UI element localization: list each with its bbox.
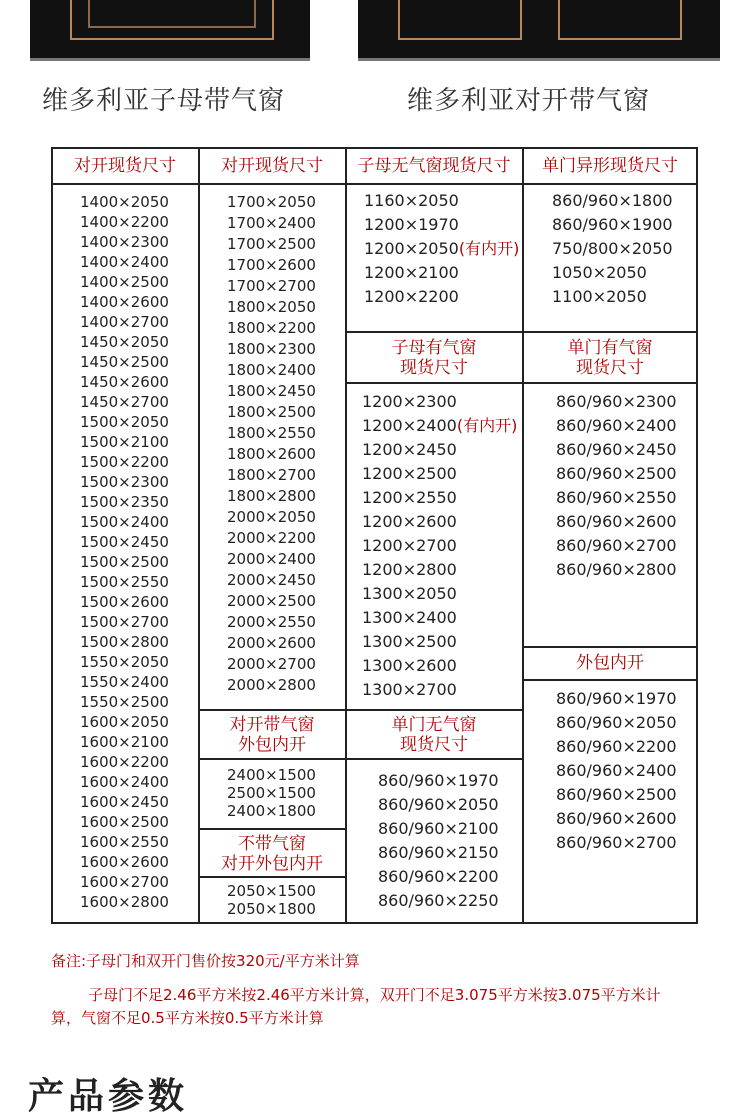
size-row: 1400×2600 [80, 293, 169, 311]
size-value: 1200×1970 [364, 215, 459, 234]
size-row: 2050×1800 [227, 900, 316, 918]
size-row: 1600×2050 [80, 713, 169, 731]
size-row: 1500×2800 [80, 633, 169, 651]
col3-sub2-header: 单门无气窗 现货尺寸 [391, 715, 477, 755]
size-row [364, 285, 519, 309]
size-row: 1400×2400 [80, 253, 169, 271]
col2-sub1-header: 对开带气窗 外包内开 [229, 715, 315, 755]
size-row: 1500×2200 [80, 453, 169, 471]
size-value: 1300×2050 [362, 584, 457, 603]
size-row [362, 414, 517, 438]
size-row: 1600×2100 [80, 733, 169, 751]
size-row: 1800×2700 [227, 466, 316, 484]
size-value: 1200×2500 [362, 464, 457, 483]
size-row [362, 606, 517, 630]
size-row: 1400×2500 [80, 273, 169, 291]
size-value: 1160×2050 [364, 191, 459, 210]
size-row: 2000×2550 [227, 613, 316, 631]
size-row: 1600×2700 [80, 873, 169, 891]
size-row [362, 486, 517, 510]
size-row: 1800×2550 [227, 424, 316, 442]
size-row: 2000×2700 [227, 655, 316, 673]
size-row: 1800×2300 [227, 340, 316, 358]
size-row: 1500×2450 [80, 533, 169, 551]
size-row: 1400×2050 [80, 193, 169, 211]
size-row: 1800×2800 [227, 487, 316, 505]
size-row: 2000×2400 [227, 550, 316, 568]
inner-open-note: (有内开) [458, 239, 520, 258]
size-row: 2000×2500 [227, 592, 316, 610]
size-row: 860/960×2600 [556, 809, 677, 828]
col4-size-list [552, 189, 673, 309]
size-row: 1400×2300 [80, 233, 169, 251]
size-row [364, 237, 519, 261]
size-row: 1450×2500 [80, 353, 169, 371]
size-value: 1200×2200 [364, 287, 459, 306]
size-row: 1800×2600 [227, 445, 316, 463]
size-row: 1600×2600 [80, 853, 169, 871]
size-row: 2000×2050 [227, 508, 316, 526]
size-row: 860/960×2500 [556, 464, 677, 483]
size-row: 860/960×1800 [552, 191, 673, 210]
size-row: 860/960×2700 [556, 536, 677, 555]
size-row: 2000×2800 [227, 676, 316, 694]
size-row: 1800×2450 [227, 382, 316, 400]
size-row [362, 630, 517, 654]
col4-header: 单门异形现货尺寸 [542, 156, 678, 176]
size-value: 1200×2400 [362, 416, 457, 435]
size-value: 1300×2700 [362, 680, 457, 699]
size-row: 1500×2500 [80, 553, 169, 571]
product-title-right: 维多利亚对开带气窗 [407, 86, 651, 116]
size-value: 1200×2450 [362, 440, 457, 459]
size-row: 1550×2500 [80, 693, 169, 711]
col2-sub2-header: 不带气窗 对开外包内开 [221, 834, 323, 874]
size-row [362, 390, 517, 414]
col3-sub1-size-list [362, 390, 517, 702]
size-row: 1600×2200 [80, 753, 169, 771]
size-row [362, 654, 517, 678]
product-title-left: 维多利亚子母带气窗 [42, 86, 286, 116]
size-row: 860/960×2550 [556, 488, 677, 507]
size-row: 1400×2700 [80, 313, 169, 331]
size-row [364, 213, 519, 237]
size-row: 2400×1800 [227, 802, 316, 820]
size-row [364, 189, 519, 213]
size-row [362, 462, 517, 486]
door-image-right [358, 0, 720, 61]
size-row: 1450×2050 [80, 333, 169, 351]
size-value: 1200×2700 [362, 536, 457, 555]
size-row: 860/960×1970 [556, 689, 677, 708]
size-row: 1600×2500 [80, 813, 169, 831]
size-row: 1450×2700 [80, 393, 169, 411]
col3-header: 子母无气窗现货尺寸 [357, 156, 511, 176]
col4-sub2-size-list [556, 687, 677, 855]
size-row: 1500×2600 [80, 593, 169, 611]
col3-sub2-size-list [378, 769, 499, 913]
size-row: 860/960×2400 [556, 761, 677, 780]
size-row: 860/960×2100 [378, 819, 499, 838]
size-row: 1450×2600 [80, 373, 169, 391]
size-row: 1550×2400 [80, 673, 169, 691]
size-row: 1800×2200 [227, 319, 316, 337]
size-row: 1500×2400 [80, 513, 169, 531]
size-row: 1500×2050 [80, 413, 169, 431]
min-area-note-line1: 子母门不足2.46平方米按2.46平方米计算，双开门不足3.075平方米按3.075平方米计 [88, 986, 661, 1004]
size-row: 2400×1500 [227, 766, 316, 784]
size-row: 1700×2500 [227, 235, 316, 253]
min-area-note-line2: 算，气窗不足0.5平方米按0.5平方米计算 [51, 1009, 324, 1027]
size-row: 860/960×2300 [556, 392, 677, 411]
size-row: 2000×2600 [227, 634, 316, 652]
size-row: 2000×2450 [227, 571, 316, 589]
size-row: 860/960×2600 [556, 512, 677, 531]
col4-sub1-size-list [556, 390, 677, 582]
size-value: 1200×2550 [362, 488, 457, 507]
size-row: 1600×2550 [80, 833, 169, 851]
size-row: 860/960×2500 [556, 785, 677, 804]
size-row: 1500×2300 [80, 473, 169, 491]
size-row: 860/960×2250 [378, 891, 499, 910]
size-row [362, 678, 517, 702]
section-title-product-params: 产品参数 [28, 1076, 189, 1117]
size-row: 1600×2400 [80, 773, 169, 791]
size-row: 860/960×1900 [552, 215, 673, 234]
size-row: 1500×2100 [80, 433, 169, 451]
size-row: 1800×2050 [227, 298, 316, 316]
size-row: 1800×2400 [227, 361, 316, 379]
size-row: 1700×2400 [227, 214, 316, 232]
size-value: 1200×2100 [364, 263, 459, 282]
size-row: 860/960×2200 [378, 867, 499, 886]
size-value: 1200×2300 [362, 392, 457, 411]
size-row [362, 582, 517, 606]
size-value: 1300×2600 [362, 656, 457, 675]
inner-open-note: (有内开) [456, 416, 518, 435]
door-image-left [30, 0, 310, 61]
size-row: 860/960×2050 [378, 795, 499, 814]
col4-sub2-header: 外包内开 [576, 653, 644, 673]
size-row: 860/960×2050 [556, 713, 677, 732]
size-row: 2050×1500 [227, 882, 316, 900]
col2-sub2-size-list [227, 882, 316, 918]
size-row: 860/960×1970 [378, 771, 499, 790]
size-value: 1200×2600 [362, 512, 457, 531]
col2-header: 对开现货尺寸 [221, 156, 323, 176]
size-row: 860/960×2700 [556, 833, 677, 852]
size-row: 1600×2800 [80, 893, 169, 911]
col4-sub1-header: 单门有气窗 现货尺寸 [567, 338, 653, 378]
size-row: 1100×2050 [552, 287, 647, 306]
size-row [362, 438, 517, 462]
col1-header: 对开现货尺寸 [74, 156, 176, 176]
col2-size-list [227, 192, 316, 696]
size-row: 2500×1500 [227, 784, 316, 802]
size-row: 860/960×2200 [556, 737, 677, 756]
size-row: 860/960×2400 [556, 416, 677, 435]
size-row: 1500×2350 [80, 493, 169, 511]
size-row [362, 534, 517, 558]
size-row: 1700×2600 [227, 256, 316, 274]
size-row: 1050×2050 [552, 263, 647, 282]
size-row: 860/960×2150 [378, 843, 499, 862]
size-row: 1500×2700 [80, 613, 169, 631]
size-row [362, 510, 517, 534]
price-note: 备注:子母门和双开门售价按320元/平方米计算 [51, 952, 360, 970]
col2-sub1-size-list [227, 766, 316, 820]
size-row: 1700×2050 [227, 193, 316, 211]
size-row: 1550×2050 [80, 653, 169, 671]
size-value: 1200×2800 [362, 560, 457, 579]
size-row: 2000×2200 [227, 529, 316, 547]
col3-sub1-header: 子母有气窗 现货尺寸 [391, 338, 477, 378]
size-row: 750/800×2050 [552, 239, 673, 258]
size-row: 1700×2700 [227, 277, 316, 295]
size-value: 1200×2050 [364, 239, 459, 258]
size-row: 860/960×2800 [556, 560, 677, 579]
col3-size-list [364, 189, 519, 309]
size-row: 1400×2200 [80, 213, 169, 231]
col1-size-list [80, 192, 169, 912]
size-row: 1500×2550 [80, 573, 169, 591]
size-value: 1300×2400 [362, 608, 457, 627]
size-row [364, 261, 519, 285]
size-row [362, 558, 517, 582]
size-row: 860/960×2450 [556, 440, 677, 459]
size-value: 1300×2500 [362, 632, 457, 651]
size-row: 1800×2500 [227, 403, 316, 421]
size-row: 1600×2450 [80, 793, 169, 811]
